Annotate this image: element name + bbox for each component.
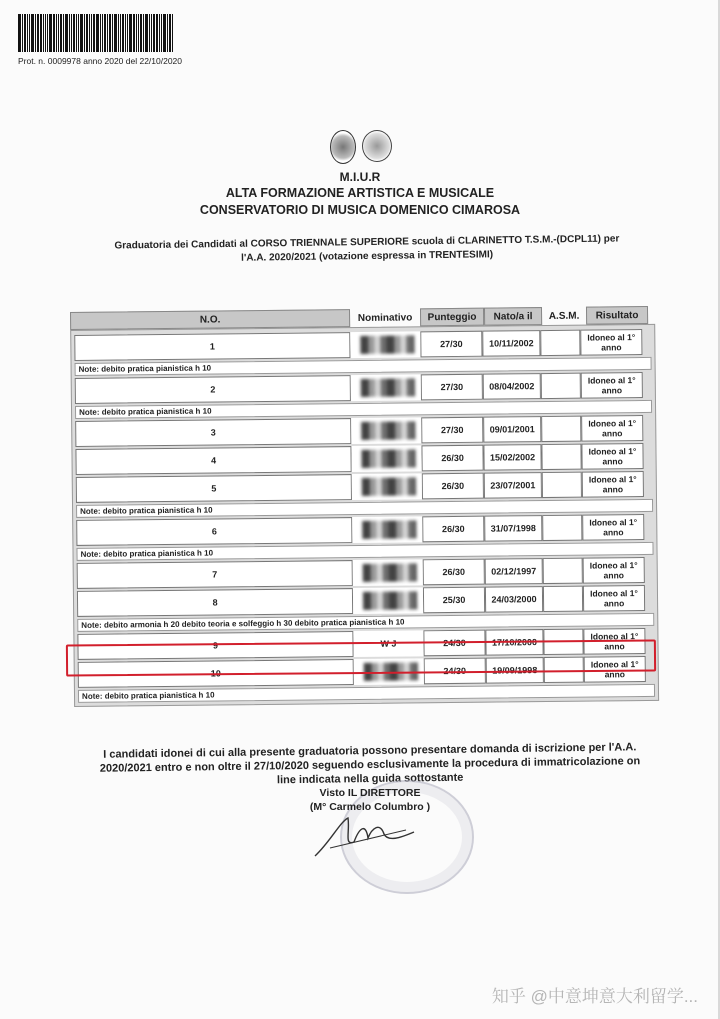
barcode-bar [49,14,52,52]
logos [330,130,392,164]
row-nato: 19/09/1998 [486,657,544,684]
barcode-bar [40,14,42,52]
header-risultato: Risultato [586,306,648,325]
barcode-bar [24,14,26,52]
barcode-bar [125,14,126,52]
signature-block [300,786,440,814]
barcode-bar [65,14,68,52]
signature-icon [310,812,420,860]
table-row [75,443,652,475]
row-number: 1 [74,332,350,361]
barcode-bar [31,14,34,52]
redacted-name [362,477,416,496]
row-punteggio: 26/30 [423,559,485,586]
row-note: Note: debito pratica pianistica h 10 [75,357,652,376]
subtitle-line1: Graduatoria dei Candidati al CORSO TRIENNALE SUPERIORE scuola di CLARINETTO T.S.M.-(DCPL11) per [114,233,620,252]
table-row [75,415,652,447]
row-risultato: Idoneo al 1° anno [582,514,644,541]
row-number: 6 [76,517,352,546]
row-punteggio: 27/30 [420,331,482,358]
row-risultato: Idoneo al 1° anno [583,557,645,584]
row-number: 4 [75,446,351,475]
barcode-bar [56,14,57,52]
republic-emblem-icon [362,130,392,162]
subtitle-line2: l'A.A. 2020/2021 (votazione espressa in TRENTESIMI) [241,249,494,264]
row-nominativo [353,587,423,614]
row-number: 5 [76,474,352,503]
row-nato: 02/12/1997 [485,558,543,585]
table-row [77,585,654,617]
row-asm [541,416,581,442]
header-miur: M.I.U.R [339,170,381,184]
row-asm [543,586,583,612]
barcode-bar [156,14,158,52]
barcode-bar [71,14,72,52]
row-nominativo [352,516,422,543]
barcode-bar [163,14,166,52]
row-punteggio: 26/30 [422,516,484,543]
redacted-name [361,378,415,397]
barcode-bar [127,14,128,52]
barcode-bar [149,14,150,52]
row-risultato: Idoneo al 1° anno [580,329,642,356]
row-nato: 08/04/2002 [483,373,541,400]
row-note: Note: debito pratica pianistica h 10 [76,542,653,561]
row-asm [541,444,581,470]
barcode-bar [45,14,46,52]
barcode-bar [129,14,132,52]
header-no: N.O. [70,309,350,330]
barcode-bar [112,14,113,52]
portrait-logo-icon [330,130,356,164]
redacted-name [361,449,415,468]
table-row [77,557,654,589]
barcode-bar [169,14,171,52]
barcode-bar [145,14,148,52]
row-note: Note: debito pratica pianistica h 10 [75,400,652,419]
barcode-bar [136,14,137,52]
barcode-bar [143,14,144,52]
row-punteggio: 27/30 [421,374,483,401]
barcode-bar [47,14,48,52]
row-asm [542,515,582,541]
row-number: 2 [75,375,351,404]
row-punteggio: 24/30 [424,658,486,685]
row-punteggio: 26/30 [422,473,484,500]
barcode-bar [93,14,95,52]
barcode-bar [96,14,99,52]
barcode-bar [27,14,28,52]
row-risultato: Idoneo al 1° anno [582,471,644,498]
zhihu-watermark: 知乎 @中意坤意大利留学... [491,987,698,1006]
row-note: Note: debito pratica pianistica h 10 [76,499,653,518]
header-nato: Nato/a il [484,307,542,326]
redacted-name [362,520,416,539]
redacted-name [363,591,417,610]
barcode-bar [86,14,88,52]
barcode-bar [104,14,106,52]
row-nominativo [351,417,421,444]
barcode-bar [138,14,139,52]
row-asm [541,373,581,399]
barcode-bar [37,14,39,52]
table-row [74,329,651,361]
row-nominativo [352,473,422,500]
barcode-bar [120,14,121,52]
director-name: (M° Carmelo Columbro ) [309,801,431,813]
barcode-bar [91,14,92,52]
highlight-box-row-9 [66,639,656,676]
barcode-bar [118,14,119,52]
row-risultato: Idoneo al 1° anno [583,585,645,612]
barcode-bar [172,14,173,52]
barcode-bar [35,14,36,52]
row-nato: 24/03/2000 [485,586,543,613]
header-conservatorio: CONSERVATORIO DI MUSICA DOMENICO CIMAROSA [199,203,521,217]
barcode-bar [73,14,75,52]
barcode-bar [100,14,101,52]
subtitle [82,232,652,268]
barcode-bar [18,14,21,52]
row-number: 7 [77,560,353,589]
barcode-bar [102,14,103,52]
barcode-bar [109,14,111,52]
barcode-bar [114,14,117,52]
barcode [18,14,208,52]
row-risultato: Idoneo al 1° anno [581,443,643,470]
row-risultato: Idoneo al 1° anno [583,628,645,655]
barcode-bar [43,14,44,52]
row-punteggio: 24/30 [423,630,485,657]
row-number: 10 [78,659,354,688]
header-asm: A.S.M. [548,310,580,322]
row-number: 8 [77,588,353,617]
barcode-bar [89,14,90,52]
barcode-bar [60,14,62,52]
footer-notice: I candidati idonei di cui alla presente graduatoria possono presentare domanda di iscrizione per l'A.A. 2020/2021 entro e non oltre il 27/10/2020 seguendo esclusivamente la procedura di immatricolazione on line indicata nella guida sottostante [99,741,641,787]
header-afam: ALTA FORMAZIONE ARTISTICA E MUSICALE [225,186,495,200]
row-nominativo [351,445,421,472]
barcode-bar [58,14,59,52]
row-punteggio: 26/30 [421,445,483,472]
row-nominativo [353,559,423,586]
row-risultato: Idoneo al 1° anno [581,415,643,442]
barcode-bar [153,14,155,52]
barcode-bar [122,14,124,52]
row-number: 3 [75,418,351,447]
row-note: Note: debito pratica pianistica h 10 [78,684,655,703]
row-nominativo [350,331,420,358]
row-punteggio: 25/30 [423,587,485,614]
row-number: 9 [77,631,353,660]
barcode-bar [140,14,142,52]
row-note: Note: debito armonia h 20 debito teoria e solfeggio h 30 debito pratica pianistica h 10 [77,613,654,632]
barcode-bar [78,14,79,52]
barcode-bar [76,14,77,52]
row-nato: 10/11/2002 [482,330,540,357]
table-row [76,471,653,503]
table-row [75,372,652,404]
barcode-bar [63,14,64,52]
barcode-bar [161,14,162,52]
row-asm [540,330,580,356]
row-nominativo: W J [353,630,423,657]
row-nato: 09/01/2001 [483,416,541,443]
protocol-number: Prot. n. 0009978 anno 2020 del 22/10/2020 [18,56,183,66]
barcode-bar [69,14,70,52]
row-asm [542,472,582,498]
table-row [76,514,653,546]
row-nominativo [351,374,421,401]
header-punteggio: Punteggio [420,308,484,327]
barcode-bar [80,14,83,52]
row-punteggio: 27/30 [421,417,483,444]
redacted-name [361,421,415,440]
row-asm [543,558,583,584]
redacted-name [363,563,417,582]
row-risultato: Idoneo al 1° anno [584,656,646,683]
barcode-bar [159,14,160,52]
barcode-bar [107,14,108,52]
row-risultato: Idoneo al 1° anno [581,372,643,399]
barcode-bar [29,14,30,52]
row-nato: 23/07/2001 [484,472,542,499]
redacted-name [360,335,414,354]
barcode-bar [53,14,55,52]
header-nominativo: Nominativo [357,311,413,324]
barcode-bar [151,14,152,52]
barcode-bar [22,14,23,52]
barcode-bar [167,14,168,52]
visto-label: Visto IL DIRETTORE [319,787,421,799]
row-nato: 15/02/2002 [483,444,541,471]
barcode-bar [133,14,135,52]
barcode-bar [84,14,85,52]
row-nato: 17/10/2000 [485,629,543,656]
row-nato: 31/07/1998 [484,515,542,542]
